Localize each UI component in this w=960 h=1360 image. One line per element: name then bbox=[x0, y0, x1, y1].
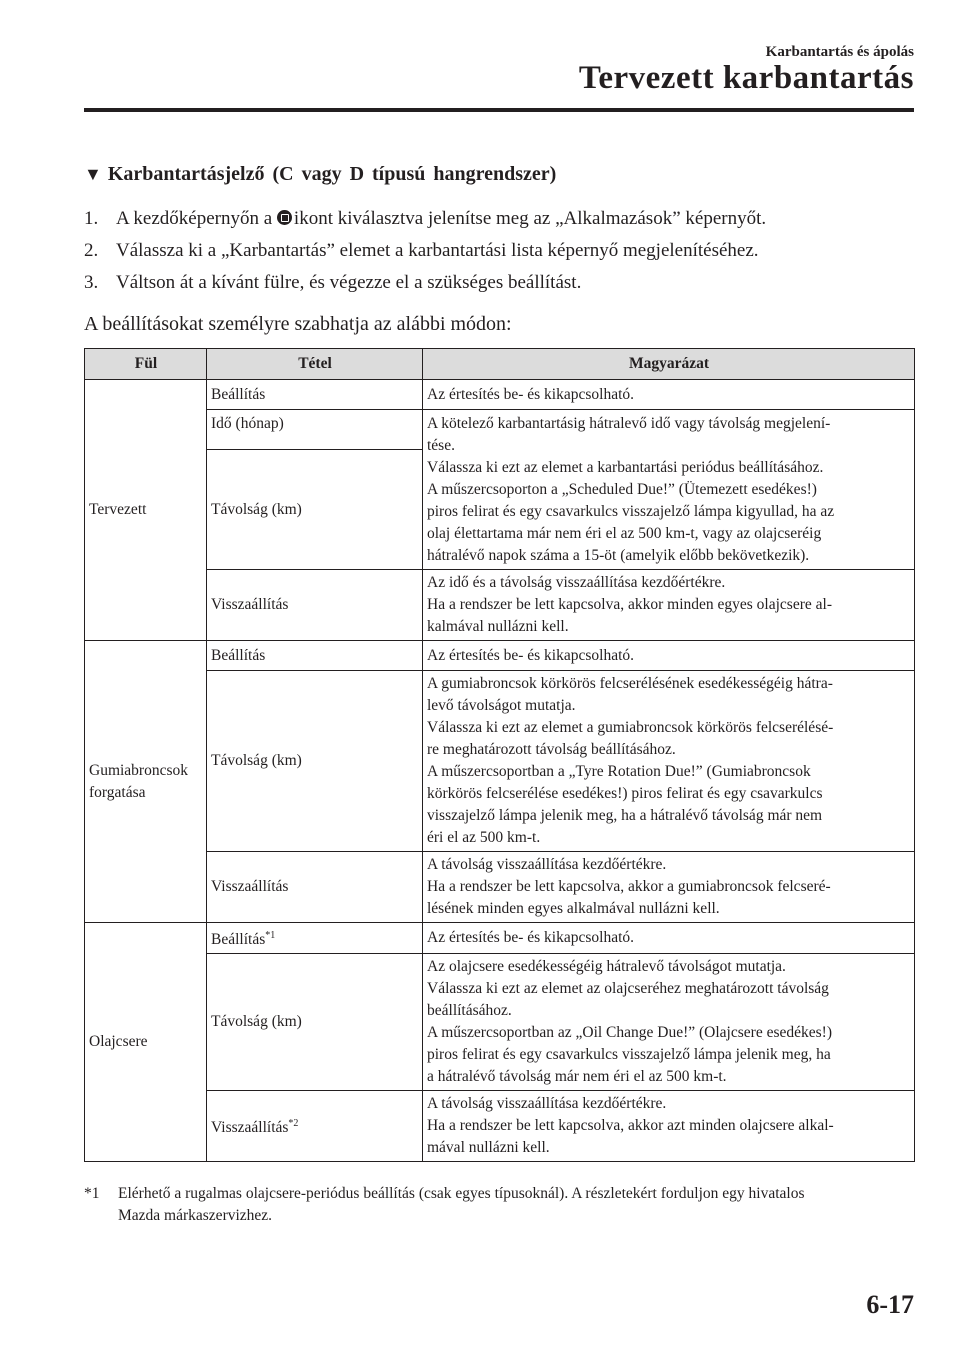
table-row bbox=[85, 923, 915, 954]
explanation-cell bbox=[423, 954, 915, 1091]
explanation-line: re meghatározott távolság beállításához. bbox=[427, 741, 676, 758]
item-cell bbox=[207, 923, 423, 954]
explanation-line: Válassza ki ezt az elemet az olajcseréhez meghatározott távolság bbox=[427, 980, 829, 997]
footnote-mark: *1 bbox=[84, 1185, 100, 1202]
explanation-line: A távolság visszaállítása kezdőértékre. bbox=[427, 856, 667, 873]
step-text: Válassza ki a „Karbantartás” elemet a karbantartási lista képernyő megjelenítéséhez. bbox=[116, 240, 759, 261]
table-row bbox=[85, 1091, 915, 1162]
instruction-steps bbox=[84, 203, 914, 299]
explanation-cell bbox=[423, 641, 915, 671]
table-row bbox=[85, 954, 915, 1091]
column-header-item: Tétel bbox=[207, 349, 423, 380]
section-title: Karbantartás és ápolás bbox=[765, 44, 914, 60]
tab-label-line: Gumiabroncsok bbox=[89, 761, 189, 779]
explanation-line: A műszercsoportban az „Oil Change Due!” (Olajcsere esedékes!) bbox=[427, 1024, 832, 1041]
explanation-line: A gumiabroncsok körkörös felcserélésének esedékességéig hátra- bbox=[427, 675, 833, 692]
explanation-line: A távolság visszaállítása kezdőértékre. bbox=[427, 1095, 667, 1112]
item-cell: Távolság (km) bbox=[207, 450, 423, 570]
explanation-line: piros felirat és egy csavarkulcs visszajelző lámpa kigyullad, ha az bbox=[427, 503, 835, 520]
footnote-text: Elérhető a rugalmas olajcsere-periódus beállítás (csak egyes típusoknál). A részletekért forduljon egy hivatalos bbox=[118, 1185, 805, 1202]
footnote bbox=[84, 1183, 914, 1227]
explanation-cell bbox=[423, 410, 915, 570]
explanation-line: levő távolságot mutatja. bbox=[427, 697, 576, 714]
table-row bbox=[85, 852, 915, 923]
explanation-line: Az értesítés be- és kikapcsolható. bbox=[427, 929, 635, 946]
tab-cell-oil-change: Olajcsere bbox=[85, 923, 207, 1162]
subheading bbox=[84, 163, 556, 186]
tab-cell-scheduled: Tervezett bbox=[85, 380, 207, 641]
item-cell: Beállítás bbox=[207, 380, 423, 410]
explanation-line: Válassza ki ezt az elemet a gumiabroncsok körkörös felcserélésé- bbox=[427, 719, 834, 736]
footnote-ref: *1 bbox=[265, 930, 276, 941]
page-title: Tervezett karbantartás bbox=[578, 60, 914, 96]
table-row bbox=[85, 380, 915, 410]
item-label: Beállítás bbox=[211, 931, 266, 948]
explanation-line: kalmával nullázni kell. bbox=[427, 618, 569, 635]
step-number: 3. bbox=[84, 272, 99, 293]
explanation-line: lésének minden egyes alkalmával nullázni kell. bbox=[427, 900, 720, 917]
item-cell: Beállítás bbox=[207, 641, 423, 671]
settings-table bbox=[84, 348, 915, 1162]
explanation-line: visszajelző lámpa jelenik meg, ha a hátralévő távolság már nem bbox=[427, 807, 823, 824]
table-header-row bbox=[85, 349, 915, 380]
item-cell bbox=[207, 1091, 423, 1162]
item-cell: Idő (hónap) bbox=[207, 410, 423, 450]
subheading-text: Karbantartásjelző (C vagy D típusú hangrendszer) bbox=[107, 163, 557, 185]
explanation-line: Az értesítés be- és kikapcsolható. bbox=[427, 385, 635, 403]
step-item bbox=[84, 267, 914, 299]
column-header-tab: Fül bbox=[85, 349, 207, 380]
explanation-line: Ha a rendszer be lett kapcsolva, akkor a gumiabroncsok felcseré- bbox=[427, 878, 831, 895]
footnote-ref: *2 bbox=[288, 1118, 299, 1129]
explanation-line: Az értesítés be- és kikapcsolható. bbox=[427, 646, 635, 664]
explanation-line: körkörös felcserélése esedékes!) piros felirat és egy csavarkulcs bbox=[427, 785, 823, 802]
intro-text: A beállításokat személyre szabhatja az alábbi módon: bbox=[84, 313, 512, 335]
apps-icon bbox=[277, 210, 292, 225]
explanation-line: Válassza ki ezt az elemet a karbantartási periódus beállításához. bbox=[427, 459, 824, 476]
step-text: ikont kiválasztva jelenítse meg az „Alkalmazások” képernyőt. bbox=[293, 208, 767, 229]
step-text: Váltson át a kívánt fülre, és végezze el a szükséges beállítást. bbox=[116, 272, 582, 293]
explanation-line: A műszercsoporton a „Scheduled Due!” (Ütemezett esedékes!) bbox=[427, 481, 817, 498]
explanation-line: Ha a rendszer be lett kapcsolva, akkor azt minden olajcsere alkal- bbox=[427, 1117, 834, 1134]
explanation-line: A műszercsoportban a „Tyre Rotation Due!” (Gumiabroncsok bbox=[427, 763, 811, 780]
table-row bbox=[85, 671, 915, 852]
explanation-line: tése. bbox=[427, 437, 455, 454]
table-row bbox=[85, 641, 915, 671]
item-cell: Visszaállítás bbox=[207, 570, 423, 641]
explanation-line: mával nullázni kell. bbox=[427, 1139, 550, 1156]
step-number: 1. bbox=[84, 208, 99, 229]
explanation-line: piros felirat és egy csavarkulcs visszajelző lámpa jelenik meg, ha bbox=[427, 1046, 831, 1063]
footnote-text: Mazda márkaszervizhez. bbox=[118, 1207, 273, 1224]
explanation-cell bbox=[423, 380, 915, 410]
explanation-cell bbox=[423, 671, 915, 852]
item-cell: Visszaállítás bbox=[207, 852, 423, 923]
explanation-line: hátralévő napok száma a 15-öt (amelyik előbb bekövetkezik). bbox=[427, 547, 810, 564]
triangle-marker-icon: ▼ bbox=[84, 164, 102, 184]
explanation-line: A kötelező karbantartásig hátralevő idő vagy távolság megjelení- bbox=[427, 415, 831, 432]
step-item bbox=[84, 235, 914, 267]
explanation-line: Ha a rendszer be lett kapcsolva, akkor minden egyes olajcsere al- bbox=[427, 596, 832, 613]
table-row bbox=[85, 570, 915, 641]
explanation-line: éri el az 500 km-t. bbox=[427, 829, 541, 846]
explanation-line: Az olajcsere esedékességéig hátralevő távolságot mutatja. bbox=[427, 958, 786, 975]
explanation-line: beállításához. bbox=[427, 1002, 512, 1019]
item-cell: Távolság (km) bbox=[207, 671, 423, 852]
explanation-line: a hátralévő távolság már nem éri el az 500 km-t. bbox=[427, 1068, 727, 1085]
item-label: Visszaállítás bbox=[211, 1119, 289, 1136]
explanation-cell bbox=[423, 923, 915, 954]
header-divider bbox=[84, 108, 914, 112]
tab-cell-tyre-rotation bbox=[85, 641, 207, 923]
step-item bbox=[84, 203, 914, 235]
tab-label-line: forgatása bbox=[89, 783, 146, 801]
explanation-cell bbox=[423, 852, 915, 923]
explanation-line: Az idő és a távolság visszaállítása kezdőértékre. bbox=[427, 574, 726, 591]
table-row bbox=[85, 410, 915, 450]
explanation-line: olaj élettartama már nem éri el az 500 km-t, vagy az olajcseréig bbox=[427, 525, 822, 542]
page-number: 6-17 bbox=[866, 1290, 914, 1319]
explanation-cell bbox=[423, 570, 915, 641]
item-cell: Távolság (km) bbox=[207, 954, 423, 1091]
step-number: 2. bbox=[84, 240, 99, 261]
step-text: A kezdőképernyőn a bbox=[116, 208, 273, 229]
column-header-explanation: Magyarázat bbox=[423, 349, 915, 380]
explanation-cell bbox=[423, 1091, 915, 1162]
